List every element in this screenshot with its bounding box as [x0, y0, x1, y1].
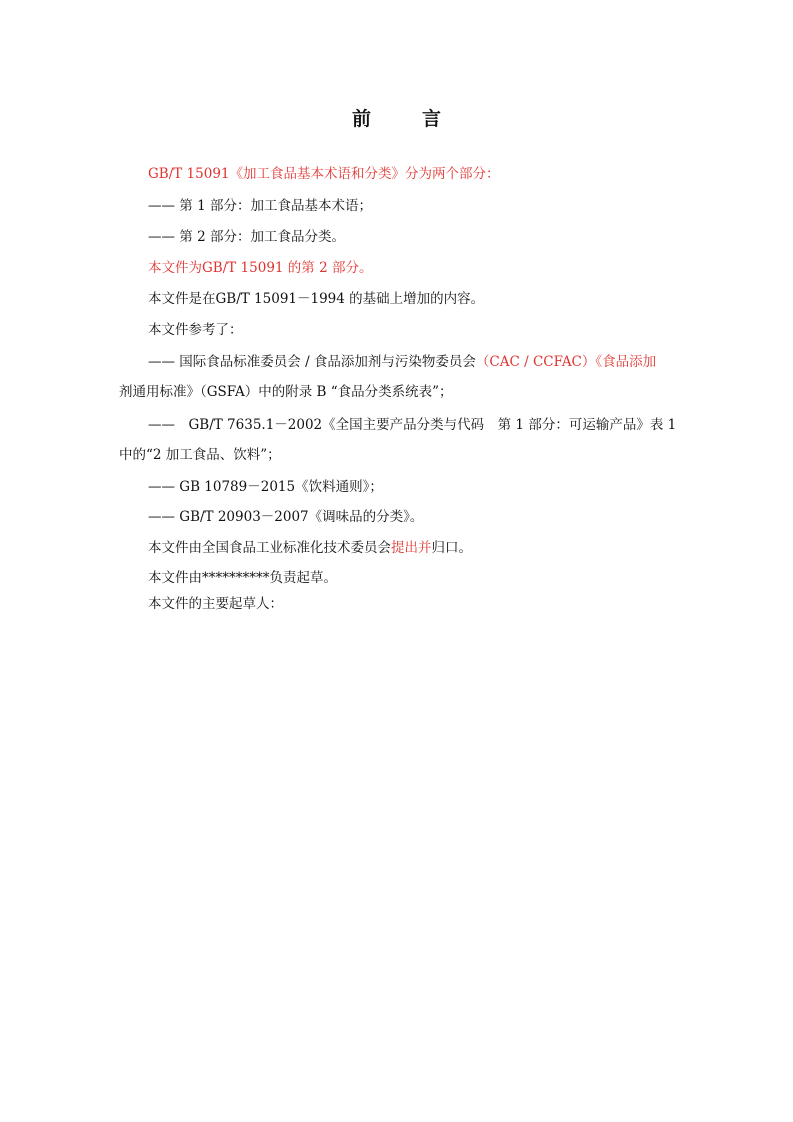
list-item-reference-codex: [148, 353, 656, 371]
paragraph-document-part: 本文件为GB/T 15091 的第 2 部分。: [148, 260, 373, 276]
list-item-reference-gbt7635: —— GB/T 7635.1－2002《全国主要产品分类与代码 第 1 部分：可运输产品》表 1: [148, 417, 677, 433]
reference-codex-tail: 食品添加: [602, 354, 657, 370]
list-item-reference-gb10789: —— GB 10789－2015《饮料通则》；: [148, 479, 383, 495]
paragraph-basis: 本文件是在GB/T 15091－1994 的基础上增加的内容。: [148, 291, 485, 307]
list-item-reference-gbt7635-continued: 中的“2 加工食品、饮料”；: [119, 447, 281, 463]
paragraph-drafted-by: 本文件由**********负责起草。: [148, 570, 337, 586]
paragraph-references-intro: 本文件参考了：: [148, 322, 243, 338]
list-item-reference-codex-continued: 剂通用标准》（GSFA）中的附录 B “食品分类系统表”；: [119, 384, 453, 400]
paragraph-proposed-by: [148, 539, 472, 557]
proposed-by-text: 本文件由全国食品工业标准化技术委员会: [148, 540, 391, 556]
reference-codex-text: —— 国际食品标准委员会 / 食品添加剂与污染物委员会: [148, 354, 476, 370]
list-item-part-2: —— 第 2 部分：加工食品分类。: [148, 229, 345, 245]
proposed-by-tail: 归口。: [431, 540, 472, 556]
proposed-by-highlight: 提出并: [391, 540, 432, 556]
paragraph-main-drafters: 本文件的主要起草人：: [148, 596, 283, 612]
list-item-reference-gbt20903: —— GB/T 20903－2007《调味品的分类》。: [148, 509, 424, 525]
page-title: 前 言: [351, 108, 457, 130]
reference-codex-highlight: （CAC / CCFAC）《: [475, 354, 603, 370]
paragraph-standard-parts: GB/T 15091《加工食品基本术语和分类》分为两个部分：: [148, 166, 500, 182]
list-item-part-1: —— 第 1 部分：加工食品基本术语；: [148, 198, 372, 214]
